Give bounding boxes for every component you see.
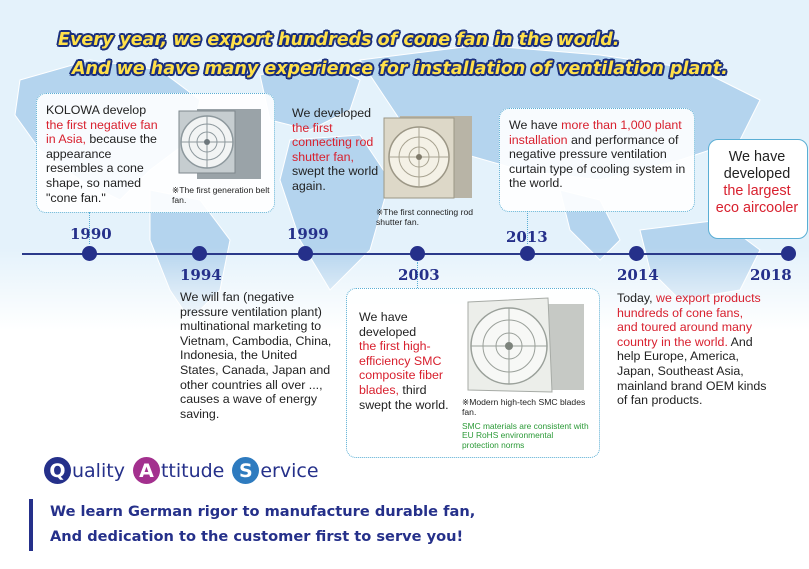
year-2013: 2013 bbox=[506, 228, 548, 246]
year-2003: 2003 bbox=[398, 266, 440, 284]
milestone-1999-intro: We developed bbox=[292, 106, 371, 120]
year-1994: 1994 bbox=[180, 266, 222, 284]
connector-2003 bbox=[417, 262, 418, 288]
year-1999: 1999 bbox=[287, 225, 329, 243]
milestone-2003-rohs-note: SMC materials are consistent with EU RoHS environmental protection norms bbox=[462, 421, 589, 450]
smc-blade-fan-image bbox=[462, 296, 588, 396]
milestone-2014-detail: And help Europe, America, Japan, Southeast Asia, mainland brand OEM kinds of fan products. bbox=[617, 334, 767, 408]
milestone-2003-detail: third swept the world. bbox=[359, 382, 449, 412]
motto-line-2: And dedication to the customer first to serve you! bbox=[50, 528, 464, 545]
milestone-2013-intro: We have bbox=[509, 118, 558, 132]
quality-word: uality bbox=[72, 459, 125, 482]
timeline-dot-1990 bbox=[82, 246, 97, 261]
milestone-1999-note: ※The first connecting rod shutter fan. bbox=[376, 207, 474, 227]
headline-line-2: And we have many experience for installation of ventilation plant. bbox=[72, 59, 728, 79]
timeline-dot-1999 bbox=[298, 246, 313, 261]
milestone-1990-text bbox=[46, 103, 166, 205]
milestone-2003-note: ※Modern high-tech SMC blades fan. bbox=[462, 397, 586, 417]
milestone-2003-highlight: the first high-efficiency SMC composite fiber blades, bbox=[359, 339, 444, 397]
milestone-1999-text bbox=[292, 106, 382, 194]
timeline-dot-1994 bbox=[192, 246, 207, 261]
motto-line-1: We learn German rigor to manufacture durable fan, bbox=[50, 503, 476, 520]
milestone-2013-text bbox=[509, 118, 689, 191]
connecting-rod-fan-image bbox=[380, 112, 474, 204]
milestone-2018-intro: We have developed bbox=[723, 149, 791, 182]
milestone-1990-note: ※The first generation belt fan. bbox=[172, 185, 270, 205]
milestone-2013-highlight: more than 1,000 plant installation bbox=[509, 118, 682, 147]
connector-2013 bbox=[527, 211, 528, 244]
milestone-2003-intro: We have developed bbox=[359, 310, 417, 339]
connector-1990 bbox=[89, 212, 90, 244]
timeline-axis bbox=[22, 253, 792, 255]
milestone-1999-detail: swept the world again. bbox=[292, 164, 379, 193]
milestone-2014-highlight: we export products hundreds of cone fans, and toured around many country in the world. bbox=[617, 291, 761, 349]
year-2018: 2018 bbox=[750, 266, 792, 284]
timeline-dot-2013 bbox=[520, 246, 535, 261]
timeline-dot-2003 bbox=[410, 246, 425, 261]
headline-line-1: Every year, we export hundreds of cone fan in the world. bbox=[58, 30, 620, 50]
milestone-1999-highlight: the first connecting rod shutter fan, bbox=[292, 120, 374, 164]
milestone-1994-text: We will fan (negative pressure ventilation plant) multinational marketing to Vietnam, Cambodia, China, Indonesia, the United States, Canada, Japan and other countries all over ..., causes a wave of energy saving. bbox=[180, 290, 332, 421]
timeline-dot-2018 bbox=[781, 246, 796, 261]
attitude-initial-badge: A bbox=[133, 457, 160, 484]
year-2014: 2014 bbox=[617, 266, 659, 284]
quality-initial-badge: Q bbox=[44, 457, 71, 484]
belt-fan-image bbox=[175, 103, 263, 183]
attitude-word: ttitude bbox=[160, 459, 225, 482]
milestone-2014-intro: Today, bbox=[617, 291, 653, 305]
quality-attitude-service bbox=[44, 457, 327, 484]
milestone-2003-text bbox=[359, 310, 453, 412]
milestone-1990-highlight: the first negative fan in Asia, bbox=[46, 117, 158, 147]
motto-accent-bar bbox=[29, 499, 33, 551]
milestone-2013-detail: and performance of negative pressure ventilation curtain type of cooling system in the world. bbox=[509, 132, 686, 191]
year-1990: 1990 bbox=[70, 225, 112, 243]
service-initial-badge: S bbox=[232, 457, 259, 484]
timeline-dot-2014 bbox=[629, 246, 644, 261]
milestone-2018-text bbox=[710, 149, 804, 217]
milestone-1990-intro: KOLOWA develop bbox=[46, 103, 147, 117]
milestone-2014-text bbox=[617, 291, 767, 408]
milestone-2018-highlight: the largest eco aircooler bbox=[715, 183, 799, 216]
milestone-1990-detail: because the appearance resembles a cone shape, so named "cone fan." bbox=[46, 132, 157, 205]
service-word: ervice bbox=[260, 459, 319, 482]
